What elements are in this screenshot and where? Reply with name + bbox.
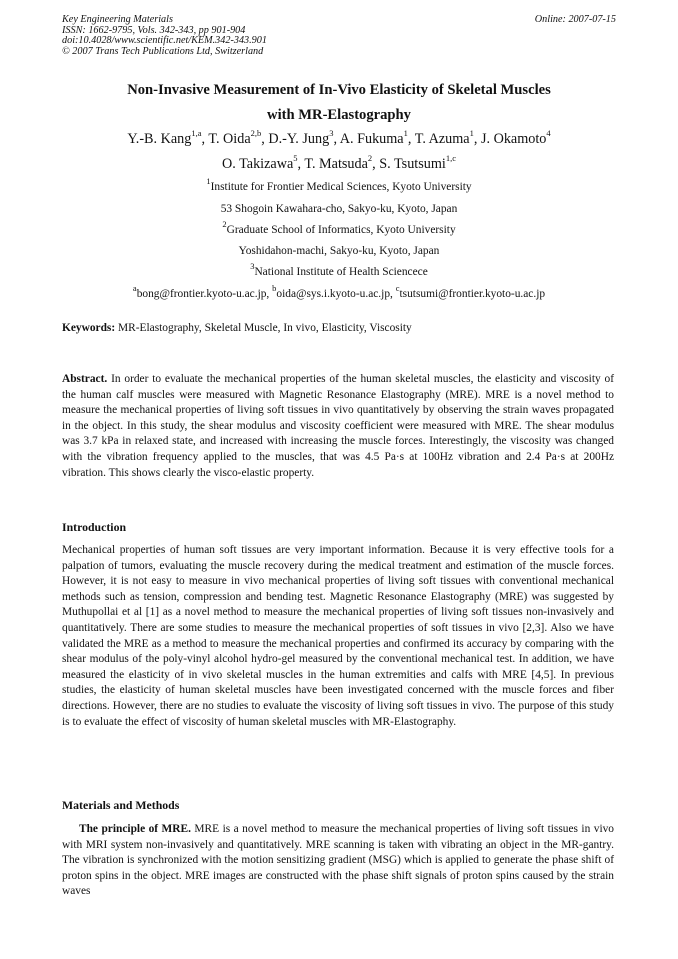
email-marker: b — [272, 283, 277, 294]
affiliation-marker: 1 — [206, 176, 211, 187]
affiliation-1 — [40, 176, 638, 193]
author-affiliation-marker: 2,b — [250, 128, 262, 139]
author-name: T. Oida — [208, 131, 251, 147]
affiliation-marker: 2 — [222, 219, 227, 230]
author-affiliation-marker: 1,c — [445, 153, 456, 164]
affiliation-name: Institute for Frontier Medical Sciences, Kyoto University — [210, 181, 472, 193]
journal-header — [62, 15, 616, 57]
materials-methods-paragraph — [62, 822, 614, 900]
principle-subheading: The principle of MRE. — [79, 823, 191, 835]
issn-line: ISSN: 1662-9795, Vols. 342-343, pp 901-904 — [62, 24, 246, 36]
paper-title-line-2: with MR-Elastography — [267, 107, 411, 123]
abstract-text: In order to evaluate the mechanical properties of the human skeletal muscles, the elasticity and viscosity of the human calf muscles were measured with Magnetic Resonance Elastography (MRE). MRE is a novel method to measure the mechanical properties of living soft tissues in vivo quantitatively by observing the strain waves propagated in the object. In this study, the shear modulus and viscosity coefficient were measured with MRE. The shear modulus was 3.7 kPa in relaxed state, and increased with increasing the muscle forces. Interestingly, the viscosity was changed with the vibration frequency applied to the muscles, that was 4.5 Pa·s at 100Hz vibration and 2.4 Pa·s at 200Hz vibration. This shows clearly the visco-elastic property. — [62, 373, 614, 479]
email-address: oida@sys.i.kyoto-u.ac.jp, — [276, 288, 396, 300]
author-name: O. Takizawa — [222, 156, 294, 172]
copyright-line: © 2007 Trans Tech Publications Ltd, Switzerland — [62, 45, 264, 57]
paper-title-line-1: Non-Invasive Measurement of In-Vivo Elasticity of Skeletal Muscles — [127, 82, 551, 98]
affiliation-3 — [40, 261, 638, 278]
author-name: T. Azuma — [414, 131, 470, 147]
abstract-paragraph — [62, 372, 614, 481]
email-list — [40, 283, 638, 300]
doi-line: doi:10.4028/www.scientific.net/KEM.342-343.901 — [62, 35, 267, 47]
author-affiliation-marker: 1 — [469, 128, 474, 139]
author-affiliation-marker: 2 — [367, 153, 373, 164]
introduction-paragraph: Mechanical properties of human soft tissues are very important information. Because it is very effective tools for a palpation of tumors, evaluating the muscle recovery during the medical treatment and estimation of the muscle forces. However, it is not easy to measure in vivo mechanical properties of living soft tissues with conventional mechanical methods such as tension, compression and bending test. Magnetic Resonance Elastography (MRE) was suggested by Muthupollai et al [1] as a novel method to measure the mechanical properties of living soft tissues non-invasively and quantitatively. There are some studies to measure the mechanical properties of soft tissues in vivo [2,3]. Also we have validated the MRE as a method to measure the mechanical properties and confirmed its accuracy by comparing with the shear modulus of the poly-vinyl alcohol hydro-gel measured by the conventional mechanical test. In addition, we have measured the elasticity of in vivo skeletal muscles in the human extremities and calfs with MRE [4,5]. In previous studies, the elasticity of human skeletal muscles have been investigated concerned with the muscle forces and fiber directions. However, there are no studies to evaluate the viscosity of living soft tissues in vivo. The purpose of this study is to evaluate the effect of viscosity of human skeletal muscles with MR-Elastography. — [62, 544, 614, 728]
author-name: T. Matsuda — [304, 156, 368, 172]
email-address: bong@frontier.kyoto-u.ac.jp, — [136, 288, 273, 300]
affiliation-2-address: Yoshidahon-machi, Sakyo-ku, Kyoto, Japan — [238, 245, 440, 257]
author-list-line-2: O. Takizawa$^5$, T. Matsuda$^2$, S. Tsutsumi$^{1,c}$ — [222, 153, 456, 172]
author-affiliation-marker: 5 — [293, 153, 298, 164]
author-affiliation-marker: 4 — [546, 128, 551, 139]
email-marker: c — [395, 283, 400, 294]
author-list-line-1: Y.-B. Kang$^{1,a}$, T. Oida$^{2,b}$, D.-Y. Jung$^3$, A. Fukuma$^1$, T. Azuma$^1$, J. Okamoto$^4$ — [127, 128, 551, 147]
author-name: Y.-B. Kang — [127, 131, 192, 147]
materials-methods-text: MRE is a novel method to measure the mechanical properties of living soft tissues in vivo with MRI system non-invasively and quantitatively. MRE scanning is taken with vibrating an object in the MR-gantry. The vibration is synchronized with the motion sensitizing gradient (MSG) which is applied to generate the phase shift of proton spins in the object. MRE images are constructed with the phase shift signals of proton spins caused by the strain waves — [62, 823, 614, 898]
introduction-heading: Introduction — [62, 520, 127, 534]
author-affiliation-marker: 1,a — [191, 128, 202, 139]
abstract-label: Abstract. — [62, 373, 108, 385]
affiliation-1-address: 53 Shogoin Kawahara-cho, Sakyo-ku, Kyoto, Japan — [220, 203, 458, 215]
author-affiliation-marker: 1 — [403, 128, 408, 139]
journal-name: Key Engineering Materials — [62, 14, 173, 25]
materials-methods-heading: Materials and Methods — [62, 798, 180, 812]
keywords-label: Keywords: — [62, 322, 116, 334]
affiliation-2 — [40, 219, 638, 236]
author-name: S. Tsutsumi — [379, 156, 446, 172]
online-date: Online: 2007-07-15 — [534, 14, 616, 25]
affiliation-name: National Institute of Health Sciencece — [254, 266, 428, 278]
author-name: D.-Y. Jung — [268, 131, 330, 147]
keywords-line — [62, 322, 412, 334]
email-marker: a — [132, 283, 137, 294]
email-address: tsutsumi@frontier.kyoto-u.ac.jp — [399, 288, 546, 300]
affiliation-marker: 3 — [250, 261, 255, 272]
author-affiliation-marker: 3 — [329, 128, 334, 139]
affiliation-name: Graduate School of Informatics, Kyoto University — [226, 224, 456, 236]
keywords-text: MR-Elastography, Skeletal Muscle, In vivo, Elasticity, Viscosity — [115, 322, 412, 334]
author-name: J. Okamoto — [480, 131, 547, 147]
author-name: A. Fukuma — [339, 131, 404, 147]
